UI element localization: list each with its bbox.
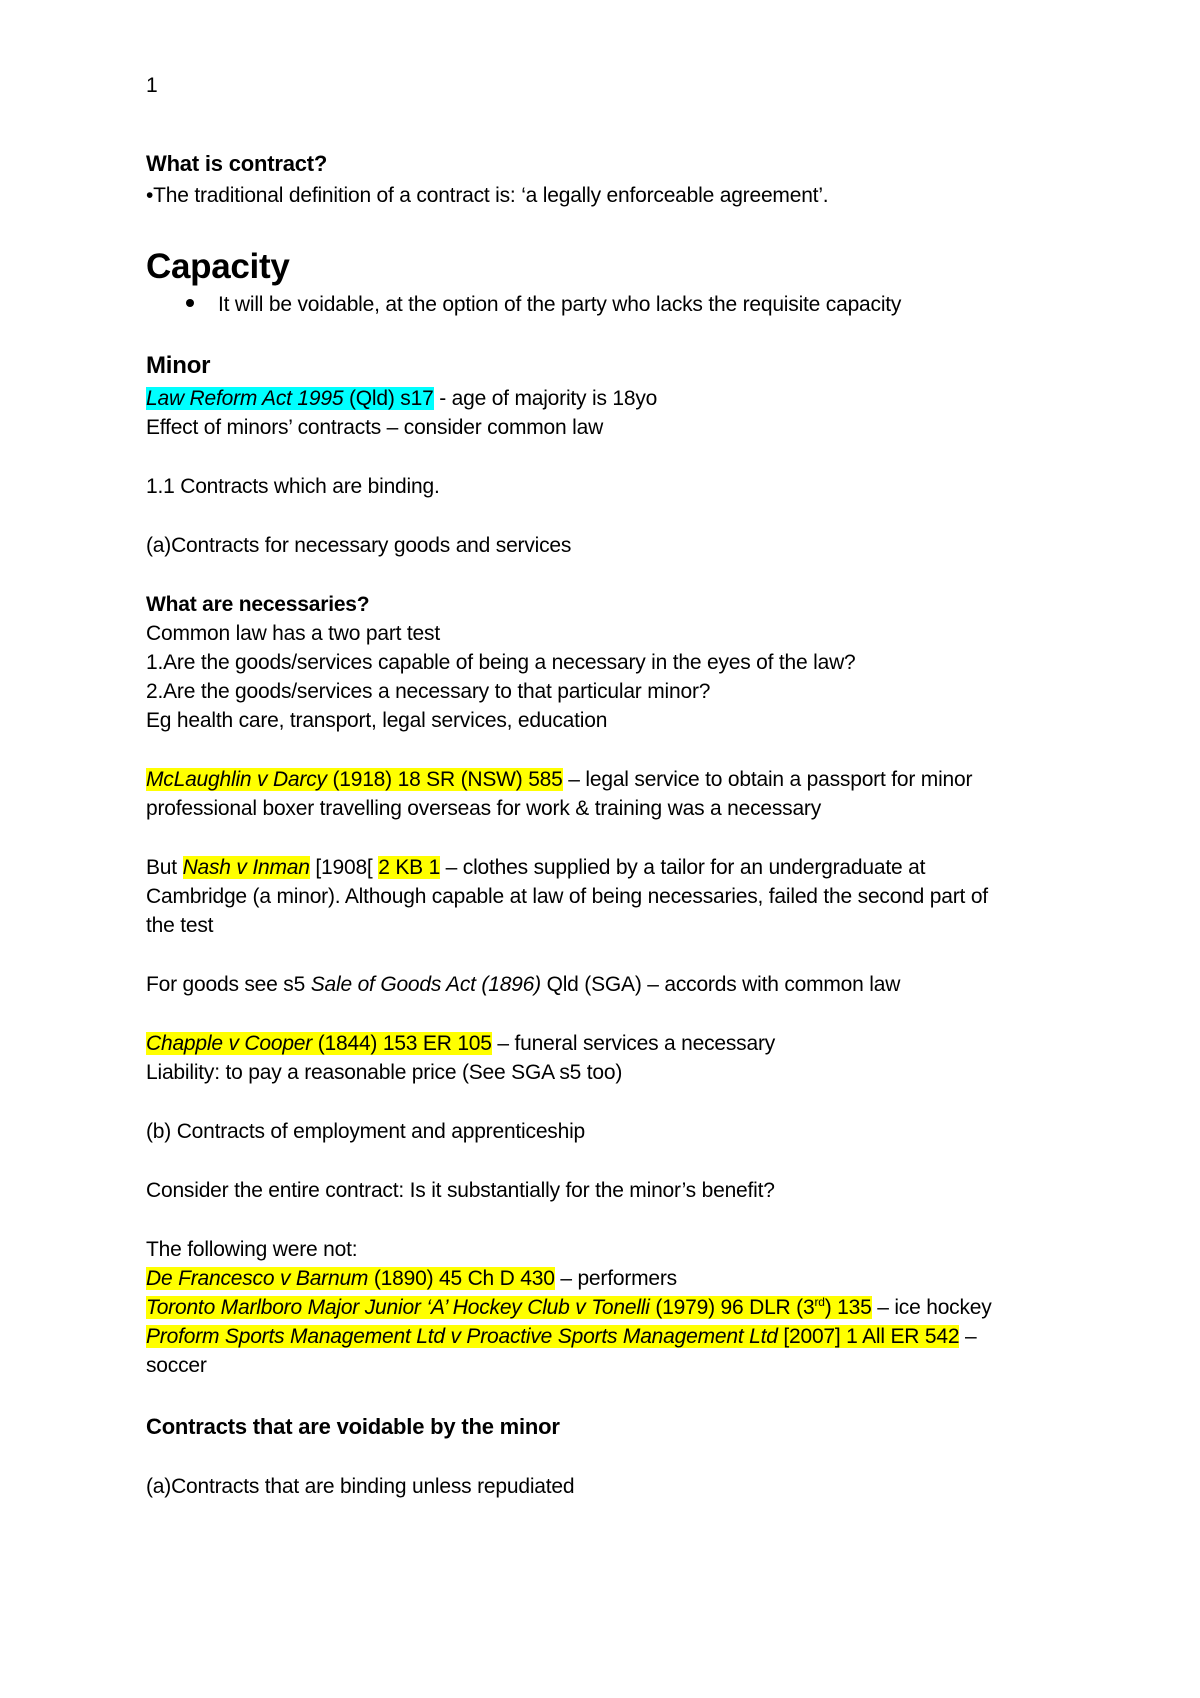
employment-heading: (b) Contracts of employment and apprenticeship [146, 1120, 586, 1143]
heading-capacity: Capacity [146, 247, 290, 286]
toronto-case-name: Toronto Marlboro Major Junior ‘A’ Hockey Club v Tonelli [146, 1296, 650, 1319]
nash-rest-1: – clothes supplied by a tailor for an undergraduate at [440, 856, 926, 879]
bullet-icon [186, 299, 194, 307]
sga-act-title: Sale of Goods Act (1896) [310, 973, 541, 996]
toronto-line [146, 1294, 992, 1322]
proform-line [146, 1323, 976, 1351]
defrancesco-citation: (1890) 45 Ch D 430 [368, 1267, 555, 1290]
proform-rest: – [959, 1325, 977, 1348]
sga-line [146, 971, 900, 999]
toronto-citation-a: (1979) 96 DLR (3 [649, 1296, 815, 1319]
mclaughlin-citation: (1918) 18 SR (NSW) 585 [326, 768, 563, 791]
law-reform-act-title: Law Reform Act 1995 [146, 387, 344, 410]
proform-case-name: Proform Sports Management Ltd v Proactive Sports Management Ltd [146, 1325, 778, 1348]
defrancesco-case-name: De Francesco v Barnum [146, 1267, 369, 1290]
proform-citation: [2007] 1 All ER 542 [777, 1325, 960, 1348]
nash-line-1 [146, 854, 925, 882]
necessary-goods-heading: (a)Contracts for necessary goods and services [146, 534, 572, 557]
defrancesco-line [146, 1265, 677, 1293]
binding-unless-repudiated: (a)Contracts that are binding unless repudiated [146, 1475, 575, 1498]
following-were-not: The following were not: [146, 1238, 358, 1261]
chapple-case-name: Chapple v Cooper [146, 1032, 313, 1055]
necessaries-examples: Eg health care, transport, legal services, education [146, 709, 608, 732]
page-number: 1 [146, 74, 158, 97]
test-part-1: 1.Are the goods/services capable of being a necessary in the eyes of the law? [146, 651, 856, 674]
mclaughlin-line-1 [146, 766, 972, 794]
toronto-rest: – ice hockey [871, 1296, 992, 1319]
toronto-citation-b: ) 135 [824, 1296, 872, 1319]
two-part-test-intro: Common law has a two part test [146, 622, 440, 645]
mclaughlin-case-name: McLaughlin v Darcy [146, 768, 327, 791]
mclaughlin-line-2: professional boxer travelling overseas for work & training was a necessary [146, 797, 822, 820]
contract-definition: •The traditional definition of a contract is: ‘a legally enforceable agreement’. [146, 184, 829, 207]
liability-line: Liability: to pay a reasonable price (See SGA s5 too) [146, 1061, 623, 1084]
binding-contracts-heading: 1.1 Contracts which are binding. [146, 475, 440, 498]
test-part-2: 2.Are the goods/services a necessary to that particular minor? [146, 680, 711, 703]
nash-case-name: Nash v Inman [182, 856, 310, 879]
nash-prefix: But [146, 856, 183, 879]
law-reform-act-ref: (Qld) s17 [343, 387, 434, 410]
nash-citation-b: 2 KB 1 [378, 856, 441, 879]
chapple-line [146, 1030, 775, 1058]
nash-line-3: the test [146, 914, 214, 937]
heading-voidable-by-minor: Contracts that are voidable by the minor [146, 1414, 560, 1439]
nash-citation-a: [1908[ [309, 856, 379, 879]
nash-line-2: Cambridge (a minor). Although capable at law of being necessaries, failed the second part of [146, 885, 988, 908]
sga-rest: Qld (SGA) – accords with common law [540, 973, 901, 996]
mclaughlin-rest-1: – legal service to obtain a passport for minor [562, 768, 973, 791]
consider-entire-contract: Consider the entire contract: Is it substantially for the minor’s benefit? [146, 1179, 775, 1202]
capacity-bullet-item [186, 291, 901, 319]
law-reform-act-rest: - age of majority is 18yo [433, 387, 658, 410]
heading-what-are-necessaries: What are necessaries? [146, 593, 370, 616]
chapple-citation: (1844) 153 ER 105 [312, 1032, 492, 1055]
chapple-rest: – funeral services a necessary [491, 1032, 776, 1055]
proform-line-2: soccer [146, 1354, 207, 1377]
toronto-superscript: rd [814, 1295, 825, 1309]
capacity-bullet-text: It will be voidable, at the option of the party who lacks the requisite capacity [218, 293, 902, 316]
sga-prefix: For goods see s5 [146, 973, 311, 996]
heading-minor: Minor [146, 352, 211, 379]
heading-what-is-contract: What is contract? [146, 151, 328, 176]
effect-of-minors-contracts: Effect of minors’ contracts – consider common law [146, 416, 604, 439]
law-reform-line [146, 385, 657, 413]
defrancesco-rest: – performers [554, 1267, 677, 1290]
